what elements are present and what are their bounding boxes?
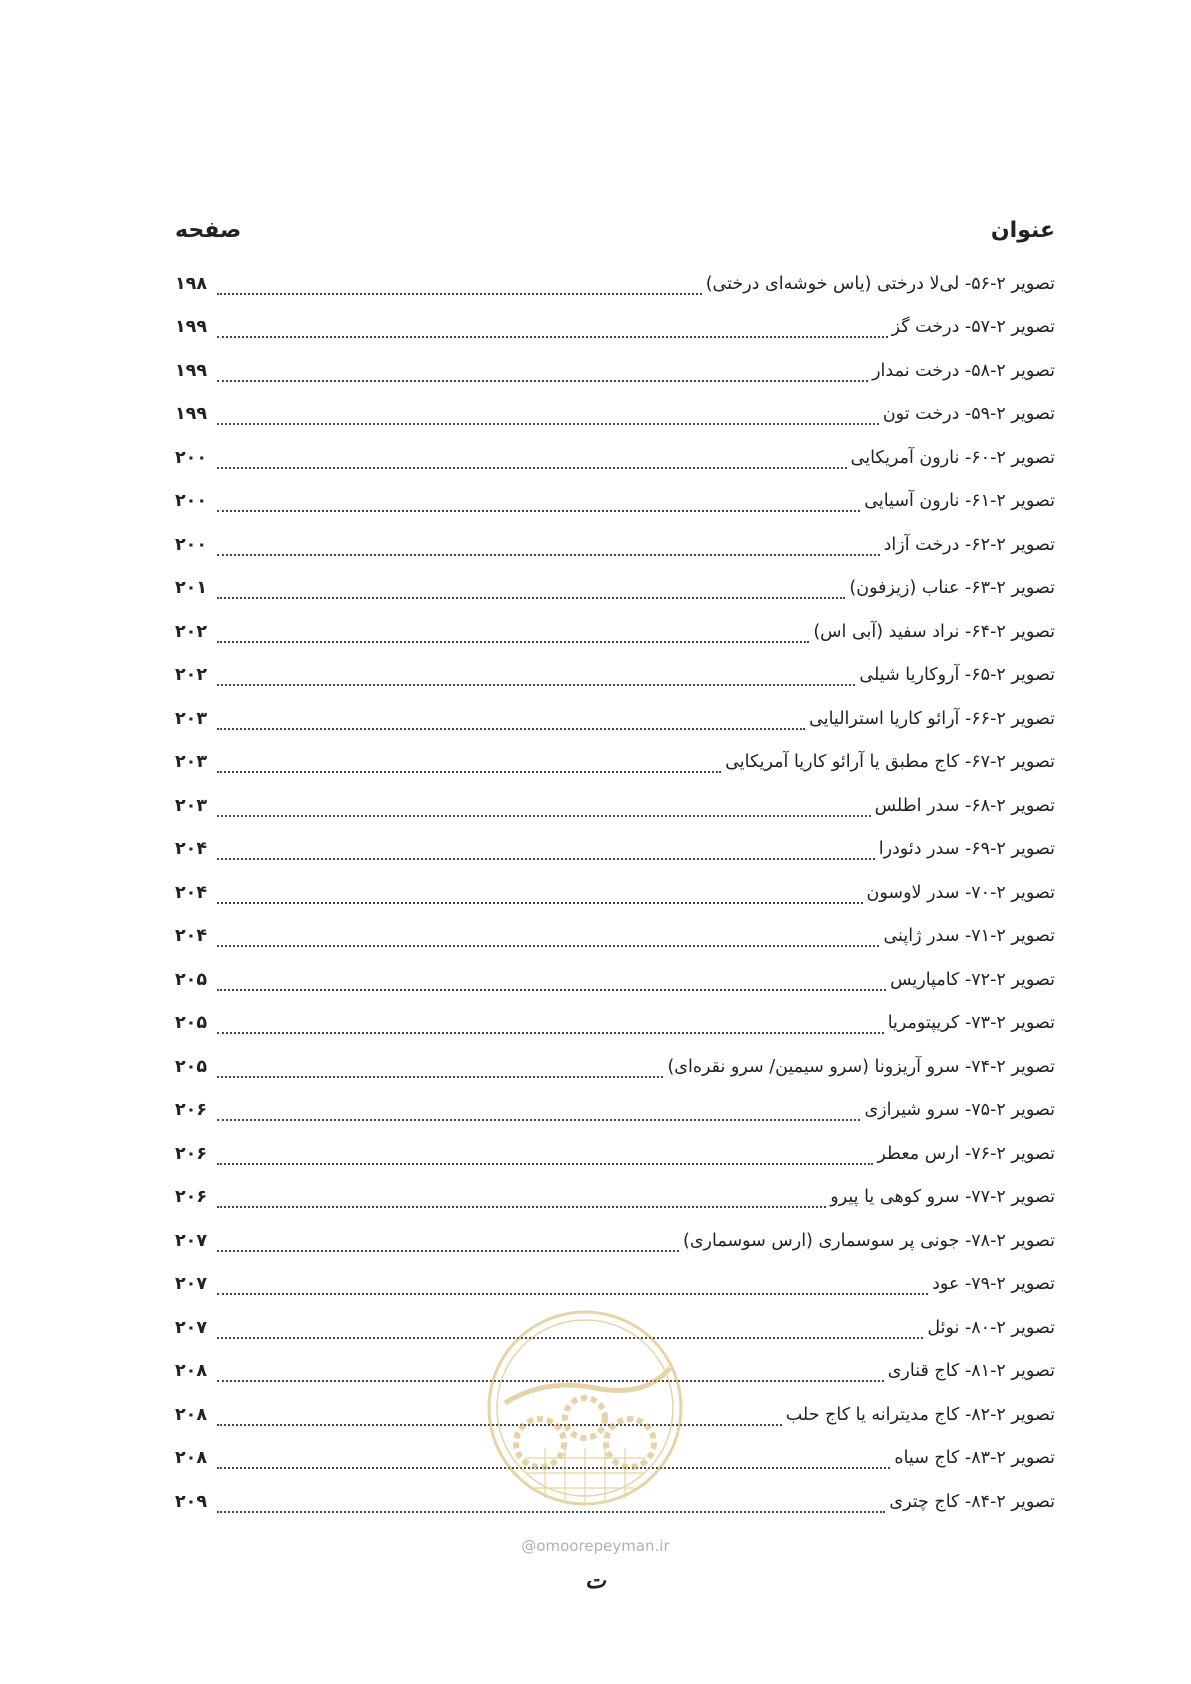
entry-title: تصویر ۲-۷۸- جونی پر سوسماری (ارس سوسماری) [683, 1230, 1055, 1251]
entry-page-number: ۱۹۹ [175, 317, 208, 338]
entry-title: تصویر ۲-۷۷- سرو کوهی یا پیرو [830, 1187, 1055, 1208]
entry-page-number: ۲۰۶ [175, 1187, 208, 1208]
toc-entry [175, 654, 1055, 698]
entry-page-number: ۲۰۶ [175, 1100, 208, 1121]
entry-title: تصویر ۲-۷۳- کریپتومریا [887, 1013, 1055, 1034]
dot-leader [217, 771, 721, 773]
entry-page-number: ۲۰۰ [175, 447, 208, 468]
dot-leader [217, 510, 860, 512]
entry-page-number: ۲۰۰ [175, 491, 208, 512]
entry-page-number: ۲۰۷ [175, 1230, 208, 1251]
dot-leader [217, 554, 880, 556]
toc-entry [175, 958, 1055, 1002]
entry-title: تصویر ۲-۸۲- کاج مدیترانه یا کاج حلب [785, 1404, 1055, 1425]
toc-entry [175, 349, 1055, 393]
toc-entry [175, 1002, 1055, 1046]
dot-leader [217, 1119, 860, 1121]
dot-leader [217, 336, 888, 338]
entry-title: تصویر ۲-۸۴- کاج چتری [889, 1491, 1055, 1512]
entry-title: تصویر ۲-۸۳- کاج سیاه [894, 1448, 1055, 1469]
title-column-label: عنوان [990, 217, 1055, 243]
toc-entry [175, 1219, 1055, 1263]
entry-title: تصویر ۲-۸۰- نوئل [927, 1317, 1055, 1338]
toc-entry [175, 915, 1055, 959]
toc-entry [175, 784, 1055, 828]
entry-title: تصویر ۲-۵۷- درخت گز [891, 317, 1055, 338]
toc-header [175, 210, 1055, 250]
dot-leader [217, 684, 855, 686]
toc-entry [175, 262, 1055, 306]
entry-page-number: ۲۰۹ [175, 1491, 208, 1512]
toc-entry [175, 523, 1055, 567]
entry-page-number: ۲۰۵ [175, 969, 208, 990]
dot-leader [217, 293, 702, 295]
toc-entry [175, 436, 1055, 480]
entry-title: تصویر ۲-۷۰- سدر لاوسون [866, 882, 1055, 903]
entry-title: تصویر ۲-۷۶- ارس معطر [877, 1143, 1055, 1164]
entry-page-number: ۲۰۵ [175, 1013, 208, 1034]
toc-entry [175, 1045, 1055, 1089]
toc-entry [175, 1132, 1055, 1176]
dot-leader [217, 728, 805, 730]
toc-entry [175, 1176, 1055, 1220]
entry-page-number: ۲۰۱ [175, 578, 208, 599]
entry-title: تصویر ۲-۸۱- کاج قناری [887, 1361, 1055, 1382]
toc-entry [175, 741, 1055, 785]
entry-page-number: ۲۰۳ [175, 708, 208, 729]
watermark-site: @omoorepeyman.ir [521, 1537, 670, 1555]
entry-title: تصویر ۲-۷۲- کامپاریس [890, 969, 1055, 990]
entry-page-number: ۱۹۹ [175, 404, 208, 425]
entry-page-number: ۱۹۹ [175, 360, 208, 381]
entry-page-number: ۲۰۲ [175, 621, 208, 642]
toc-entry [175, 567, 1055, 611]
dot-leader [217, 641, 809, 643]
toc-entry [175, 393, 1055, 437]
entry-page-number: ۲۰۴ [175, 882, 208, 903]
entry-page-number: ۲۰۸ [175, 1448, 208, 1469]
toc-entry [175, 1089, 1055, 1133]
entry-title: تصویر ۲-۵۶- لی‌لا درختی (یاس خوشه‌ای درختی) [705, 273, 1055, 294]
entry-title: تصویر ۲-۶۴- نراد سفید (آبی اس) [813, 621, 1055, 642]
dot-leader [217, 815, 871, 817]
dot-leader [217, 989, 886, 991]
entry-title: تصویر ۲-۶۱- نارون آسیایی [864, 491, 1055, 512]
entry-title: تصویر ۲-۶۶- آرائو کاریا استرالیایی [809, 708, 1055, 729]
dot-leader [217, 380, 868, 382]
entry-title: تصویر ۲-۶۳- عناب (زیزفون) [849, 578, 1055, 599]
dot-leader [217, 1250, 679, 1252]
entry-title: تصویر ۲-۶۵- آروکاریا شیلی [859, 665, 1055, 686]
entry-page-number: ۲۰۸ [175, 1361, 208, 1382]
entry-page-number: ۲۰۷ [175, 1274, 208, 1295]
entry-page-number: ۲۰۳ [175, 752, 208, 773]
entry-page-number: ۲۰۷ [175, 1317, 208, 1338]
toc-entry [175, 1263, 1055, 1307]
entry-title: تصویر ۲-۷۴- سرو آریزونا (سرو سیمین/ سرو نقره‌ای) [667, 1056, 1055, 1077]
page-number: ت [585, 1568, 606, 1594]
dot-leader [217, 1511, 885, 1513]
entry-title: تصویر ۲-۶۸- سدر اطلس [874, 795, 1055, 816]
entry-title: تصویر ۲-۶۹- سدر دئودرا [878, 839, 1055, 860]
entry-page-number: ۲۰۵ [175, 1056, 208, 1077]
toc-entry [175, 480, 1055, 524]
toc-entry [175, 828, 1055, 872]
entry-title: تصویر ۲-۶۲- درخت آزاد [883, 534, 1055, 555]
entry-page-number: ۲۰۲ [175, 665, 208, 686]
entry-title: تصویر ۲-۵۸- درخت نمدار [872, 360, 1055, 381]
toc-entry [175, 306, 1055, 350]
entry-page-number: ۲۰۸ [175, 1404, 208, 1425]
dot-leader [217, 1293, 928, 1295]
dot-leader [217, 945, 879, 947]
entry-title: تصویر ۲-۶۷- کاج مطبق یا آرائو کاریا آمریکایی [725, 752, 1055, 773]
entry-title: تصویر ۲-۷۵- سرو شیرازی [864, 1100, 1055, 1121]
dot-leader [217, 597, 845, 599]
entry-title: تصویر ۲-۵۹- درخت تون [882, 404, 1055, 425]
dot-leader [217, 1032, 884, 1034]
toc-entry [175, 697, 1055, 741]
dot-leader [217, 1163, 873, 1165]
dot-leader [217, 1206, 826, 1208]
dot-leader [217, 1076, 663, 1078]
entry-page-number: ۲۰۳ [175, 795, 208, 816]
toc-entry [175, 871, 1055, 915]
entry-page-number: ۲۰۴ [175, 926, 208, 947]
page-column-label: صفحه [175, 217, 242, 243]
entry-title: تصویر ۲-۷۱- سدر ژاپنی [883, 926, 1055, 947]
entry-page-number: ۲۰۴ [175, 839, 208, 860]
dot-leader [217, 858, 875, 860]
entry-title: تصویر ۲-۶۰- نارون آمریکایی [850, 447, 1055, 468]
dot-leader [217, 423, 879, 425]
entry-page-number: ۱۹۸ [175, 273, 208, 294]
dot-leader [217, 467, 847, 469]
toc-entry [175, 610, 1055, 654]
watermark-logo [485, 1308, 685, 1508]
dot-leader [217, 902, 863, 904]
entry-page-number: ۲۰۰ [175, 534, 208, 555]
entry-title: تصویر ۲-۷۹- عود [932, 1274, 1055, 1295]
entry-page-number: ۲۰۶ [175, 1143, 208, 1164]
